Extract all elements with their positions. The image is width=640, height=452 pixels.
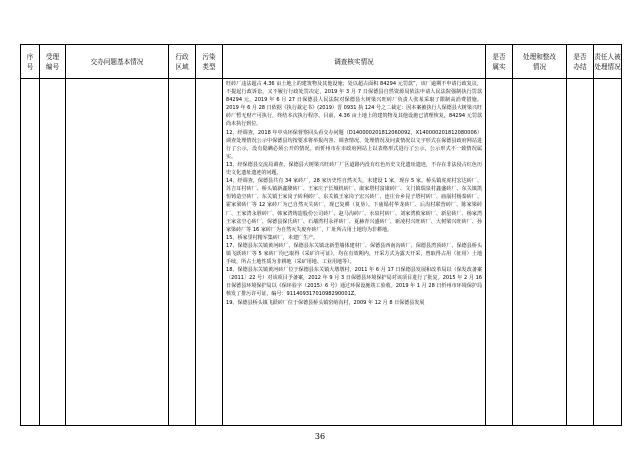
cell-district — [169, 79, 196, 426]
header-issue-summary: 交办问题基本情况 — [66, 45, 169, 79]
investigation-paragraph: 18、保德县东关镇黄河砖厂位于保德县东关镇大墩墩村，2011 年 6 月 17 日保德县发展和改革局以（保发改备案〔2011〕22 号）对该项目予备案，2012 年 9 月 3 日保德县环境保护局对该项目进行了批复。2015 年 2 月 16 日保德县环境保护局以《保环验字（2015）6 号》通过环保设施竣工验收。2019 年 1 月 28 日忻州市环境保护局核发了排污许可证，编号：91140931701098290001Z。 — [226, 267, 482, 298]
header-accountability: 责任人被 处理情况 — [594, 45, 622, 79]
investigation-paragraph: 14、经调查，保德县共有 34 家砖厂，28 家历史性自然灭失，未建设 1 家，现存 5 家。桥头镇虎虎村宏达砖厂、苏吉耳村砖厂、桥头镇新鑫隆砖厂、王家庄子长城机砖厂、康家塔村富康砖厂、文门镇瑞泉村鑫盛砖厂、东关镇凯恒铸造空砖厂、东关镇王家岗子砖利砖厂、东关镇王家岗子宏兴砖厂、连庄台乡昆子塔村砖厂、庙崩村杨泰砖厂、霍家梁砖厂等 12 家砖厂为已自然灭失砖厂，现已复耕（复垦）。下庙塌村华龙砖厂、后沟村联营砖厂、陈家梁砖厂、王家湾永胜砖厂、韩家湾铸造股份公司砖厂、赵马沟砖厂、水泉村砖厂、刘家湾救家砖厂、新星砖厂、杨家湾王家盆空心砖厂、保德县保氏砖厂、石墙湾村永祥砖厂、夏赫青兴盛砖厂、新凌村兴旺砖厂、大树梁兴旺砖厂、孙家梁砖厂等 16 家砖厂为自然灭失废弃砖厂，厂址所占用土地均为非耕地。 — [226, 178, 482, 233]
header-case-number: 受理 编号 — [40, 45, 66, 79]
investigation-paragraph: 13、经保德县交流局调查，保德县大树梁兴旺砖厂厂区道路内没有红色历史文化遗址遗迹，不存在非法侵占红色历史文化遗址遗迹的问题。 — [226, 161, 482, 177]
investigation-text — [223, 79, 485, 307]
investigation-paragraph: 旺砖厂违法超占 4.36 亩土地上的建筑物及其他设施；处以超占面积 84294 元罚款”，该厂逾期不申请行政复议，不提起行政诉讼，又不履行行政处罚决定，2019 年 3 月 7 日保德县自然资源局依法申请人民法院强制执行罚款 84294 元，2019 年 6 月 27 日保德县人民法院对保德县大树梁兴旺砖厂负责人张某采取了限制高消费措施。2019 年 6 月 28 日依据《执行裁定书》(2019）晋 0931 执 124 号之二裁定：因本案被执行人保德县大树梁兴旺砖厂暂无财产可执行，终结本次执行程序。目前，4.36 亩土地上的建筑物及其他设施已清理恢复，84294 元罚款尚未执行到位。 — [226, 81, 482, 128]
header-verified: 是否 属实 — [486, 45, 513, 79]
cell-accountability — [594, 79, 622, 426]
page-number: 36 — [314, 432, 326, 441]
investigation-paragraph: 17、保德县东关镇黄河砖厂、保德县东关镇北新型墙体建材厂、保德县西南沟砖厂、保德县湾顶砖厂、保德县桥头镇飞跃砖厂等 5 家砖厂均已取得《采矿许可证》，均在有效期内，开采方式为露天开采，曾取得占用（征用）土地手续，所占土地性质为非耕地（采矿用地、工业用地等）。 — [226, 242, 482, 266]
table-header-row — [21, 45, 622, 79]
cell-pollution-type — [196, 79, 223, 426]
investigation-paragraph: 12、经调查，2018 年中央环保督察回头看交办问题（D140000201812060092、X140000201812080006）调查处理情况公示中保德县均按要求将举报内容、调查情况、处理情况及问责情况以文字形式在保德县政府网站进行了公示，没有隐瞒必须公开的情况。而忻州市在市政府网站上以表格形式进行了公示，公示形式不一致情况属实。 — [226, 129, 482, 160]
cell-investigation — [223, 79, 486, 426]
investigation-paragraph: 15、桥家里村精军集砖厂，未建厂生产。 — [226, 234, 319, 241]
cell-seq — [21, 79, 40, 426]
cell-rectification — [513, 79, 567, 426]
document-sheet — [20, 44, 621, 426]
cell-case-number — [40, 79, 66, 426]
investigation-paragraph: 19、保德县桥头镇飞跃砖厂位于保德县桥头镇窑峪沟村，2009 年 12 月 8 日保德县发展 — [226, 299, 425, 306]
header-rectification: 处理和整改 情况 — [513, 45, 567, 79]
header-investigation: 调查核实情况 — [223, 45, 486, 79]
header-pollution-type: 污染 类型 — [196, 45, 223, 79]
table-row — [21, 79, 622, 426]
cell-closed — [567, 79, 594, 426]
complaint-table — [20, 44, 622, 426]
header-seq: 序 号 — [21, 45, 40, 79]
cell-issue-summary — [66, 79, 169, 426]
header-closed: 是否 办结 — [567, 45, 594, 79]
header-district: 行政 区域 — [169, 45, 196, 79]
cell-verified — [486, 79, 513, 426]
